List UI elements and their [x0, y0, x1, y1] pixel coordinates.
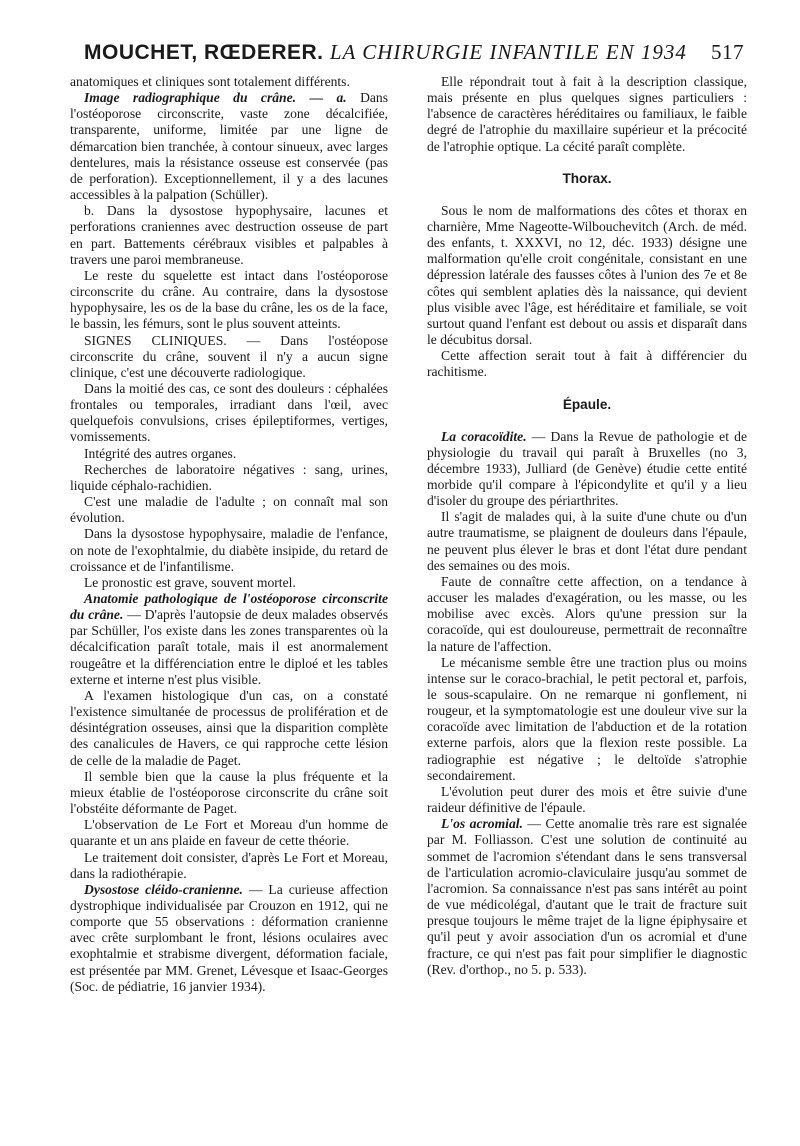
paragraph-text: Elle répondrait tout à fait à la description classique, mais présente en plus quelques signes particuliers : l'absence de caractères héréditaires ou familiaux, le faible degré de l'atrophie du maxillaire supérieur et la précocité de l'atrophie optique. La cécité paraît complète.: [427, 74, 747, 154]
page-number: 517: [711, 40, 744, 64]
paragraph-text: — D'après l'autopsie de deux malades observés par Schüller, l'os existe dans les zones transparentes où la décalcification paraît totale, mais il est anormalement rougeâtre et la différenciation entre le diploé et les tables externe et interne n'est plus visible.: [70, 607, 388, 687]
paragraph-text: Dans la dysostose hypophysaire, maladie de l'enfance, on note de l'exophtalmie, du diabète insipide, du retard de croissance et de l'infantilisme.: [70, 526, 388, 574]
running-title: [84, 40, 687, 65]
paragraph-text: — Cette anomalie très rare est signalée par M. Folliasson. C'est une solution de continuité au sommet de l'acromion s'étendant dans le sens transversal de l'articulation acromio-claviculaire jusqu'au sommet de l'acromion. Sa connaissance n'est pas sans intérêt au point de vue médicolégal, d'autant que le trait de fracture suit presque toujours le même trajet de la ligne épiphysaire et qu'il peut y avoir association d'un os acromial et d'une fracture, ce qui n'est pas fait pour simplifier le diagnostic (Rev. d'orthop., no 5. p. 533).: [427, 816, 747, 977]
section-spacer: [427, 187, 747, 203]
paragraph: [427, 784, 747, 816]
paragraph-text: Cette affection serait tout à fait à différencier du rachitisme.: [427, 348, 747, 380]
run-in-heading: Image radiographique du crâne. — a.: [84, 90, 347, 106]
paragraph-text: A l'examen histologique d'un cas, on a constaté l'existence simultanée de processus de prolifération et de désintégration osseuses, ainsi que la disparition complète des canalicules de Havers, ce qui rapproche cette lésion de celle de la maladie de Paget.: [70, 687, 388, 768]
paragraph-text: Le reste du squelette est intact dans l'ostéoporose circonscrite du crâne. Au contraire, dans la dysostose hypophysaire, les os de la base du crâne, les os de la face, le bassin, les fémurs, sont le plus souvent atteints.: [70, 267, 388, 332]
run-in-heading: La coracoïdite.: [441, 428, 527, 444]
section-spacer: [427, 413, 747, 429]
section-heading-epaule: Épaule.: [562, 396, 612, 412]
running-header: [84, 40, 744, 65]
paragraph: [70, 769, 388, 817]
paragraph: [427, 816, 747, 978]
paragraph: [427, 348, 747, 380]
paragraph: [427, 74, 747, 155]
paragraph: [70, 591, 388, 688]
paragraph: [427, 429, 747, 510]
paragraph: [70, 526, 388, 574]
paragraph-text: Faute de connaître cette affection, on a tendance à accuser les malades d'exagération, ou les masse, ou les mobilise avec excès. Alors qu'une pression sur la coracoïde, qui est douloureuse, permettrait de reconnaître la nature de l'affection.: [427, 573, 747, 654]
run-in-heading: Anatomie pathologique de l'ostéoporose circonscrite du crâne.: [70, 591, 388, 623]
paragraph-text: Il semble bien que la cause la plus fréquente et la mieux établie de l'ostéoporose circonscrite du crâne soit l'obstéite déformante de Paget.: [70, 768, 388, 817]
paragraph: [70, 688, 388, 769]
paragraph: [427, 574, 747, 655]
paragraph-text: Recherches de laboratoire négatives : sang, urines, liquide céphalo-rachidien.: [70, 461, 388, 493]
paragraph-text: Le pronostic est grave, souvent mortel.: [84, 574, 296, 590]
paragraph-text: — Dans la Revue de pathologie et de physiologie du travail qui paraît à Bruxelles (no 3, décembre 1933), Julliard (de Genève) étudie cette entité morbide qu'il compare à l'épicondylite et qu'il y a lieu d'isoler du groupe des périarthrites.: [427, 428, 747, 509]
paragraph-text: Dans la moitié des cas, ce sont des douleurs : céphalées frontales ou temporales, irradiant dans l'œil, avec quelquefois convulsions, crises épileptiformes, vertiges, vomissements.: [70, 380, 388, 445]
paragraph: [70, 333, 388, 381]
paragraph: [70, 446, 388, 462]
paragraph-text: L'observation de Le Fort et Moreau d'un homme de quarante et un ans plaide en faveur de cette théorie.: [70, 817, 388, 849]
paragraph: [70, 74, 388, 90]
section-spacer: [427, 155, 747, 171]
paragraph: [427, 509, 747, 574]
run-in-heading: L'os acromial.: [441, 816, 523, 832]
paragraph-text: — La curieuse affection dystrophique individualisée par Crouzon en 1912, qui ne comporte que 55 observations : déformation cranienne avec crête surplombant le front, lésions oculaires avec exophtalmie et strabisme divergent, déformation faciale, est présentée par MM. Grenet, Lévesque et Isaac-Georges (Soc. de pédiatrie, 16 janvier 1934).: [70, 881, 388, 994]
paragraph-text: L'évolution peut durer des mois et être suivie d'une raideur définitive de l'épaule.: [427, 783, 747, 816]
paragraph-text: Le mécanisme semble être une traction plus ou moins intense sur le coraco-brachial, le petit pectoral et, parfois, le sous-scapulaire. On ne remarque ni gonflement, ni rougeur, et la symptomatologie est une douleur vive sur la coracoïde avec limitation de l'abduction et de la rotation externe parfois, alors que la flexion reste possible. La radiographie est négative ; le deltoïde s'atrophie secondairement.: [427, 654, 747, 783]
section-spacer: [427, 381, 747, 397]
header-journal: LA CHIRURGIE INFANTILE EN 1934: [329, 40, 687, 64]
paragraph: [70, 882, 388, 995]
paragraph: [70, 268, 388, 333]
paragraph-text: Intégrité des autres organes.: [84, 445, 237, 461]
right-column: [427, 74, 747, 978]
paragraph: [70, 203, 388, 268]
paragraph: [70, 850, 388, 882]
paragraph-text: Sous le nom de malformations des côtes et thorax en charnière, Mme Nageotte-Wilbouchevitch (Arch. de méd. des enfants, t. XXXVI, no 12, déc. 1933) désigne une malformation qu'elle croit congénitale, consistant en une dépression latérale des fausses côtes à l'union des 7e et 8e côtes qui semblent aplaties dès la naissance, qui devient plus visible avec l'âge, est héréditaire et familiale, se voit surtout quand l'enfant est debout ou assis et disparaît dans le décubitus dorsal.: [427, 202, 747, 348]
paragraph: [70, 462, 388, 494]
section-heading-thorax: Thorax.: [562, 170, 612, 186]
paragraph: [70, 817, 388, 849]
left-column: [70, 74, 388, 995]
paragraph-text: C'est une maladie de l'adulte ; on connaît mal son évolution.: [70, 494, 388, 526]
paragraph: [70, 90, 388, 203]
paragraph: [427, 203, 747, 348]
paragraph-text: Le traitement doit consister, d'après Le Fort et Moreau, dans la radiothérapie.: [70, 849, 388, 881]
paragraph: [70, 494, 388, 526]
run-in-heading: Dysostose cléido-cranienne.: [84, 881, 243, 897]
paragraph-text: SIGNES CLINIQUES. — Dans l'ostéopose circonscrite du crâne, souvent il n'y a aucun signe clinique, c'est une découverte radiologique.: [70, 332, 388, 380]
paragraph: [70, 575, 388, 591]
header-authors: MOUCHET, RŒDERER.: [84, 41, 324, 64]
paragraph-text: Dans l'ostéoporose circonscrite, vaste zone décalcifiée, transparente, uniforme, limitée par une ligne de démarcation bien tranchée, à contour sinueux, avec larges dentelures, mais la résistance osseuse est conservée (pas de perforation). Exceptionnellement, il y a des lacunes accessibles à la palpation (Schüller).: [70, 90, 389, 203]
paragraph-text: anatomiques et cliniques sont totalement différents.: [70, 74, 350, 89]
paragraph-text: b. Dans la dysostose hypophysaire, lacunes et perforations craniennes avec destruction osseuse de part en part. Battements cérébraux visibles et palpables à travers une paroi membraneuse.: [70, 203, 388, 267]
paragraph-text: Il s'agit de malades qui, à la suite d'une chute ou d'un autre traumatisme, se plaignent de douleurs dans l'épaule, ne peuvent plus élever le bras et dont l'état dure pendant des semaines ou des mois.: [427, 509, 747, 573]
paragraph: [70, 381, 388, 446]
paragraph: [427, 655, 747, 784]
